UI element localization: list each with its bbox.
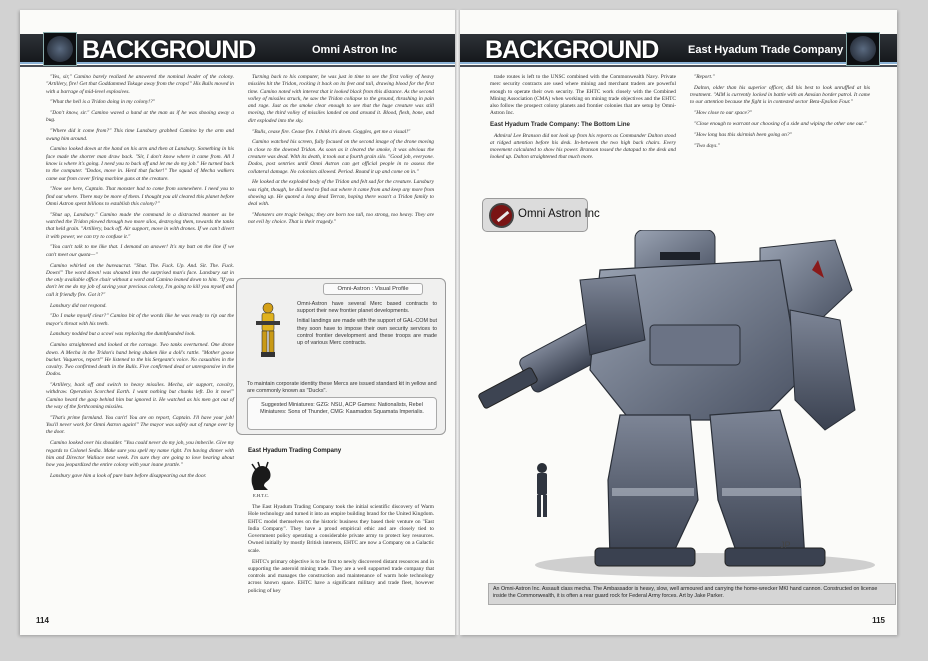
page-title: BACKGROUND	[82, 36, 256, 64]
paragraph: Camino looked over his shoulder. "You could never do my job, you imbecile. Give my regards to Colonel Sedia. Make sure you spell my name right. I'm having dinner with him and Director Wallace next week. I'm sure they are going to love hearing about how you jeopardized the entire colony with your inane prattle."	[46, 440, 234, 469]
page-subtitle: Omni Astron Inc	[312, 44, 398, 56]
left-column-2	[248, 74, 434, 230]
paragraph: Lansbury gave him a look of pure hate before disappearing out the door.	[50, 472, 207, 479]
page-subtitle: East Hyadum Trade Company	[688, 44, 844, 56]
paragraph: Camino whirled on the bureaucrat. "Shut. The. Fuck. Up. And. Sit. The. Fuck. Down!" The word down! was shouted into the surprised man's face. Lansbury sat in the only available office chair without a word and Camino leaned down to him. "If you don't let me do my job of saving your precious colony, I'm going to kill you myself and call it friendly fire. Got it?"	[46, 262, 234, 298]
artist-signature: JP	[780, 540, 791, 550]
left-page-header	[20, 32, 457, 68]
profile-note: To maintain corporate identity these Mercs are issued standard kit in yellow and are commonly known as "Ducks".	[247, 381, 437, 395]
paragraph: "Yes, sir," Camino barely realized he answered the nominal leader of the colony. "Artillery, fire! Get that Goddammed Tokage away from the crops!" His Bulls moved in with a barrage of mid-level explosives.	[46, 74, 234, 95]
paragraph: "How close to our space?"	[694, 110, 752, 117]
omni-astron-logo-icon	[489, 203, 514, 228]
paragraph: "Bulls, cease fire. Cease fire. I think it's down. Goggles, get me a visual!"	[252, 128, 411, 135]
paragraph: "You can't talk to me like that. I demand an answer! It's my butt on the line if we can't meet our quota—"	[46, 244, 234, 258]
paragraph: "How long has this skirmish been going on?"	[694, 131, 792, 138]
suggested-miniatures: Suggested Miniatures: GZG: NSU, ACP Games: Nationalists, Rebel Miniatures: Sons of Thunder, CMG: Kaamados Squamata Imperialis.	[247, 397, 437, 430]
paragraph: "Shut up, Lansbury." Camino made the command in a distracted manner as he watched the Tridon plowed through two more silos, destroying them, towards the tanks that held grain. "Artillery, back off. Air support, move in with drones. If we can't divert it with power, we can try to confuse it."	[46, 211, 234, 240]
paragraph: "Artillery, back off and switch to heavy missiles. Mecha, air support, cavalry, withdraw. Operation Scorched Earth. I want nothing but chunks left. Do it now!" Camino heard the gasp behind him but ignored it. He watched as his men got out of the way of the forthcoming missiles.	[46, 382, 234, 411]
omni-astron-badge-text: Omni Astron Inc	[518, 208, 600, 220]
page-number: 115	[872, 616, 885, 625]
gzg-logo-icon	[846, 32, 880, 66]
illustration-caption: An Omni-Astron Inc. Assault class mecha. The Ambassador is heavy, slow, well armoured and carrying the home-wrecker MKI hand cannon. Constructed on license inside the Commonwealth, it is often a rear guard rock for Federal Army forces. Art by Jake Parker.	[488, 583, 896, 605]
paragraph: Admiral Lee Branson did not look up from his reports as Commander Dalton stood at ridged attention before his desk. In-between the two high back chairs. Every movement calculated to show his power. Branson tossed the datapad to the desk and looked up. Dalton straightened that much more.	[490, 132, 676, 161]
paragraph: "Close enough to warrant our choosing of a side and wiping the other one out."	[694, 120, 867, 127]
paragraph: "Now see here, Captain. That monster had to come from somewhere. I need you to find out where. There may be more of them. I thought you all cleared this planet before Omni Astron spent billions to establish this colony?"	[46, 186, 234, 207]
ehtc-text	[248, 504, 434, 599]
paragraph: Camino looked down at the hand on his arm and then at Lansbury. Something in his face made the shorter man draw back. "Sir, I don't know where it came from. All I know is where it's going. I need you to back off and let me do my job." He turned back to the computer. "Dodos, move in. Herd that fucker!" The squad of Mecha walkers came out from cover firing machine guns at the creature.	[46, 146, 234, 182]
paragraph: "Two days."	[694, 142, 720, 149]
paragraph: "Monsters are tragic beings; they are born too tall, too strong, too heavy. They are not evil by choice. That is their tragedy."	[248, 212, 434, 226]
ehtc-lion-logo-icon	[246, 460, 276, 498]
mecha-illustration	[460, 230, 897, 585]
paragraph: "Do I make myself clear?" Camino bit of the words like he was ready to rip out the mayor's throat with his teeth.	[46, 313, 234, 327]
profile-paragraph: Initial landings are made with the support of GAL-COM but they soon have to impose their own security services to control frontier development and these troops are made up of various Merc contracts.	[297, 318, 437, 347]
right-column-1	[490, 74, 676, 165]
paragraph: "Where did it come from?" This time Lansbury grabbed Camino by the arm and swung him around.	[46, 128, 234, 142]
yellow-merc-soldier-icon	[253, 301, 283, 361]
paragraph: Lansbury did not respond.	[50, 302, 107, 309]
paragraph: Turning back to his computer, he was just in time to see the first volley of heavy missiles hit the Tridon, rocking it back on its feet and tail, drawing blood for the first time. Camino noted with interest that it looked black from this distance. As the second volley of missiles struck, he saw the Tridon collapse to the ground, thrashing in pain and rage. Just as the smoke clear enough to see that the huge creature was still moving, the third volley of missiles landed on and around it. Blood, flesh, bone, and dirt exploded into the sky.	[248, 74, 434, 124]
paragraph: Camino straightened and looked at the carnage. Two tanks overturned. One drone down. A Mecha in the Tridon's hand being shaken like a doll's rattle. "Mother goose bucket. Vaqueros, report!" He listened to the his Sergeant's voice. No casualties in the cavalry. Two confirmed death in the Bulls. Five confirmed dead or unresponsive in the Dodos.	[46, 342, 234, 378]
profile-title: Omni-Astron : Visual Profile	[323, 283, 423, 295]
paragraph: The East Hyadum Trading Company took the initial scientific discovery of Warm Hole technology and turned it into an empire building brand for the United Kingdom. EHTC model themselves on the historic business they based their venture on "East India Company". They have a proud empirical ethic and are closely tied to Government policy operating a considerable private army to protect key resources. Owned initially by mostly British interests, EHTC are now a Company on a Galactic scale.	[248, 504, 434, 554]
ehtc-logo-text: E.H.T.C.	[253, 493, 269, 498]
right-column-2	[690, 74, 870, 153]
section-heading: East Hyadum Trade Company: The Bottom Line	[490, 121, 630, 129]
ehtc-heading: East Hyadum Trading Company	[248, 447, 342, 454]
page-number: 114	[36, 616, 49, 625]
left-page	[20, 10, 457, 635]
paragraph: Lansbury nodded but a scowl was replacing the dumbfounded look.	[50, 331, 196, 338]
paragraph: "Don't know, sir." Camino waved a hand at the man as if he was shooing away a bug.	[46, 110, 234, 124]
paragraph: "What the hell is a Tridon doing in my colony!?"	[50, 99, 155, 106]
right-page-header	[460, 32, 897, 68]
paragraph: EHTC's primary objective is to be first to newly discovered distant resources and in supporting the asteroid mining trade. They are a well supported trade company that controls and manages the construction and maintenance of warm hole technology across known space. EHTC have a significant military and trade fleet, however policing of key	[248, 558, 434, 594]
paragraph: "That's prime farmland. You can't! You are on report, Captain. I'll have your job! You'll never work for Omni Astron again!" The mayor was safely out of range over by the door.	[46, 414, 234, 436]
paragraph: trade routes is left to the UNSC combined with the Commonwealth Navy. Private merc security contracts are used where mining and merchant traders are powerful enough to operate their own security. The EHTC work closely with the Combined Mining Association (CMA) when working on mining trade objectives and the EHTC also follow the prospect colony planets and frontier colonies that are setup by Omni-Astron Inc.	[490, 74, 676, 117]
omni-astron-badge	[482, 198, 600, 232]
visual-profile-box	[236, 278, 446, 435]
profile-paragraph: Omni-Astron have several Merc based contracts to support their new frontier planet developments.	[297, 301, 437, 315]
paragraph: He looked at the exploded body of the Tridon and felt sad for the creature. Lansbury was right, though, he did need to find out where it came from and keep any more from showing up. He quoted a long dead Terran, hoping there wasn't a Tridon family to deal with.	[248, 179, 434, 208]
gzg-logo-icon	[43, 32, 77, 66]
right-page	[460, 10, 897, 635]
left-column-1	[46, 74, 234, 484]
paragraph: "Report."	[694, 74, 715, 80]
profile-text	[297, 301, 437, 350]
paragraph: Camino watched his screen, fully focused on the second image of the drone moving in close to the downed Tridon. As soon as it cleared the smoke, it was obvious the creature was dead. With its death, it took out a fourth grain silo. "Good job, everyone. Dodos, post sentries until Omni Astron can get official people in to assess the collateral damage. No colonists allowed. Period. Round it up and come on in."	[248, 139, 434, 175]
page-title: BACKGROUND	[485, 36, 659, 64]
paragraph: Dalton, older than his superior officer, did his best to look unruffled at his treatment. "AIM is currently locked in battle with an Amsian border patrol. It came to our attention because the fight is in contested sector Beta-Epsilon Four."	[690, 84, 870, 106]
